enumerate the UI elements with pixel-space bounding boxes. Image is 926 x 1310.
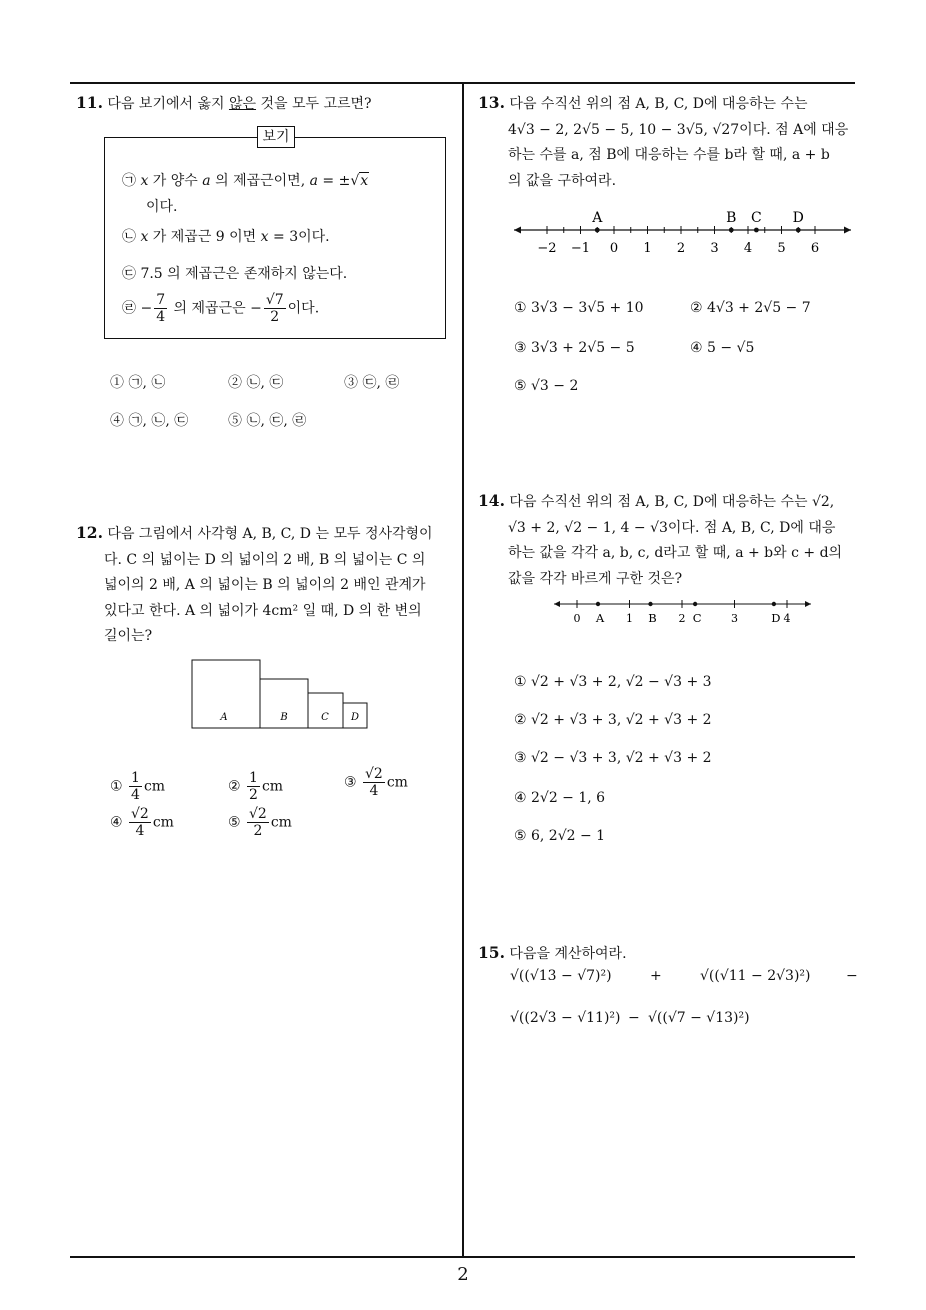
q12-choice-4-mark: ④ — [110, 814, 123, 831]
point-label-c: C — [751, 210, 762, 226]
fraction-num: √2 — [131, 806, 149, 822]
fraction — [247, 770, 260, 803]
q13-line-2: 4√3 − 2, 2√5 − 5, 10 − 3√5, √27이다. 점 A에 대응 — [508, 121, 849, 138]
fraction-den: 2 — [270, 309, 280, 325]
var-x: x — [260, 229, 269, 245]
tick-label: 4 — [783, 612, 791, 625]
square-a-label: A — [220, 712, 228, 723]
fraction — [129, 806, 151, 839]
tick-label: 1 — [643, 241, 652, 256]
q12-question — [76, 520, 456, 650]
q13-choice-4[interactable]: ④ 5 − √5 — [690, 340, 755, 356]
q11-question — [76, 90, 456, 118]
q11-item-1-t2: 의 제곱근이면, — [210, 173, 310, 189]
q15-text: 다음을 계산하여라. — [509, 946, 627, 962]
fraction — [154, 292, 167, 325]
q13-question — [478, 90, 863, 194]
q12-choice-3[interactable] — [344, 766, 408, 799]
q14-choice-2[interactable]: ② √2 + √3 + 3, √2 + √3 + 2 — [514, 712, 712, 728]
fraction-num: √7 — [265, 292, 284, 308]
q13-choice-5[interactable]: ⑤ √3 − 2 — [514, 378, 579, 394]
fraction — [264, 292, 286, 325]
arrow-left-icon — [514, 227, 521, 234]
bottom-rule — [70, 1256, 855, 1258]
tick-label: 5 — [777, 241, 786, 256]
point-b — [729, 228, 734, 233]
q15-expr-3: √((2√3 − √11)²) — [510, 1010, 621, 1026]
q11-item-3-text: 7.5 의 제곱근은 존재하지 않는다. — [140, 266, 348, 282]
point-label-d: D — [771, 611, 781, 625]
point-label-a: A — [592, 210, 603, 226]
q11-item-3-mark: ㉢ — [122, 266, 136, 282]
radical-sign — [350, 173, 359, 189]
q11-text-underlined: 않은 — [228, 96, 257, 112]
q12-line-4: 있다고 한다. A 의 넓이가 4cm² 일 때, D 의 한 변의 — [104, 602, 422, 619]
q15-question — [478, 940, 863, 968]
q13-number: 13. — [478, 93, 505, 112]
point-d — [772, 602, 776, 606]
var-x: x — [140, 229, 149, 245]
q11-text-b: 것을 모두 고르면? — [256, 96, 372, 112]
q13-line-3: 하는 수를 a, 점 B에 대응하는 수를 b라 할 때, a + b — [508, 147, 830, 163]
q11-choice-4[interactable]: ④ ㉠, ㉡, ㉢ — [110, 413, 189, 429]
point-label-d: D — [792, 210, 804, 226]
page-number: 2 — [457, 1264, 469, 1285]
q15-plus: + — [650, 968, 662, 984]
tick-label: −2 — [537, 241, 557, 256]
point-c — [693, 602, 697, 606]
tick-label: 1 — [626, 612, 633, 625]
q12-line-5: 길이는? — [104, 628, 153, 644]
q11-item-1-mark: ㉠ — [122, 173, 136, 189]
q12-line-2: 다. C 의 넓이는 D 의 넓이의 2 배, B 의 넓이는 C 의 — [104, 551, 426, 568]
q13-choice-1[interactable]: ① 3√3 − 3√5 + 10 — [514, 300, 644, 316]
q11-number: 11. — [76, 93, 103, 112]
q12-line-1: 다음 그림에서 사각형 A, B, C, D 는 모두 정사각형이 — [107, 526, 433, 542]
tick-label: 3 — [731, 612, 738, 625]
fraction-num: √2 — [365, 766, 383, 782]
point-label-b: B — [648, 611, 657, 625]
unit-cm: cm — [386, 774, 408, 791]
point-d — [796, 228, 801, 233]
var-a: a — [202, 173, 211, 189]
square-c-label: C — [321, 712, 329, 723]
fraction-num: 1 — [131, 770, 140, 786]
q12-choice-2[interactable] — [228, 770, 283, 803]
q11-choice-1[interactable]: ① ㉠, ㉡ — [110, 375, 166, 391]
q12-choice-1[interactable] — [110, 770, 165, 803]
q12-number: 12. — [76, 523, 103, 542]
q11-item-3 — [122, 263, 347, 283]
q15-expr-2: √((√11 − 2√3)²) — [700, 968, 811, 984]
fraction-den: 4 — [135, 823, 145, 839]
q14-line-2: √3 + 2, √2 − 1, 4 − √3이다. 점 A, B, C, D에 대응 — [508, 519, 836, 536]
q14-line-1: 다음 수직선 위의 점 A, B, C, D에 대응하는 수는 √2, — [509, 494, 835, 510]
unit-cm: cm — [143, 778, 166, 795]
q11-item-4-minus: − — [140, 300, 153, 317]
fraction-den: 2 — [253, 823, 263, 839]
fraction-num: √2 — [249, 806, 267, 822]
q11-item-1-t1: 가 양수 — [148, 173, 203, 189]
q14-choice-4[interactable]: ④ 2√2 − 1, 6 — [514, 790, 606, 806]
fraction-den: 4 — [369, 783, 379, 799]
q14-choice-5[interactable]: ⑤ 6, 2√2 − 1 — [514, 828, 606, 844]
q11-bogi-label: 보기 — [257, 126, 295, 148]
q14-line-3: 하는 값을 각각 a, b, c, d라고 할 때, a + b와 c + d의 — [508, 545, 843, 561]
q11-choice-2[interactable]: ② ㉡, ㉢ — [228, 375, 284, 391]
tick-label: 3 — [710, 241, 719, 256]
q11-item-2-text: 가 제곱근 9 이면 — [148, 229, 261, 245]
arrow-left-icon — [554, 601, 560, 607]
fraction-num: 1 — [249, 770, 258, 786]
q13-line-1: 다음 수직선 위의 점 A, B, C, D에 대응하는 수는 — [509, 96, 808, 112]
var-x: x — [140, 173, 149, 189]
tick-label: 2 — [676, 241, 686, 256]
q12-choice-5-mark: ⑤ — [228, 814, 241, 831]
tick-label: 4 — [743, 241, 753, 256]
point-a — [596, 602, 600, 606]
unit-cm: cm — [152, 814, 174, 831]
tick-label: 2 — [678, 612, 686, 625]
unit-cm: cm — [261, 778, 284, 795]
q12-line-3: 넓이의 2 배, A 의 넓이는 B 의 넓이의 2 배인 관계가 — [104, 577, 426, 593]
q14-choice-1[interactable]: ① √2 + √3 + 2, √2 − √3 + 3 — [514, 674, 712, 690]
fraction-den: 4 — [156, 309, 166, 325]
arrow-right-icon — [805, 601, 811, 607]
q12-choice-4[interactable] — [110, 806, 174, 839]
q12-choice-2-mark: ② — [228, 778, 241, 795]
q14-choice-3[interactable]: ③ √2 − √3 + 3, √2 + √3 + 2 — [514, 750, 712, 766]
q11-item-2-tail: = 3이다. — [268, 229, 330, 245]
point-label-a: A — [595, 611, 605, 625]
fraction-den: 2 — [249, 787, 258, 803]
point-label-b: B — [726, 210, 737, 226]
column-divider — [462, 82, 464, 1257]
q11-item-4-mid: 의 제곱근은 − — [169, 300, 262, 317]
fraction — [129, 770, 142, 803]
q15-expr-1: √((√13 − √7)²) — [510, 968, 612, 984]
q11-item-2 — [122, 226, 330, 246]
q11-item-4-mark: ㉣ — [122, 300, 136, 317]
q11-item-1-line2: 이다. — [146, 199, 178, 215]
q14-number-line — [550, 594, 815, 630]
point-c — [754, 228, 759, 233]
square-d-label: D — [350, 712, 360, 723]
q14-question — [478, 488, 863, 592]
fraction — [247, 806, 269, 839]
q11-item-1 — [122, 170, 369, 190]
q12-squares-figure — [190, 658, 370, 730]
q15-minus-2: − — [628, 1010, 640, 1026]
point-b — [648, 602, 652, 606]
tick-label: 0 — [573, 612, 581, 625]
q14-line-4: 값을 각각 바르게 구한 것은? — [508, 570, 683, 587]
q15-number: 15. — [478, 943, 505, 962]
tick-label: 0 — [609, 241, 619, 256]
q13-choice-2[interactable]: ② 4√3 + 2√5 − 7 — [690, 300, 811, 316]
fraction-num: 7 — [156, 292, 166, 308]
q11-item-2-mark: ㉡ — [122, 229, 136, 245]
square-b-label: B — [280, 712, 288, 723]
var-x: x — [360, 173, 369, 189]
unit-cm: cm — [270, 814, 292, 831]
arrow-right-icon — [844, 227, 851, 234]
q11-text-a: 다음 보기에서 옳지 — [107, 96, 229, 112]
q15-expr-4: √((√7 − √13)²) — [648, 1010, 750, 1026]
q14-number: 14. — [478, 491, 505, 510]
point-a — [595, 228, 600, 233]
q11-choice-3[interactable]: ③ ㉢, ㉣ — [344, 375, 400, 391]
fraction — [363, 766, 385, 799]
q12-choice-3-mark: ③ — [344, 774, 357, 791]
q12-choice-5[interactable] — [228, 806, 292, 839]
q11-item-4 — [122, 292, 319, 325]
var-a: a — [309, 173, 318, 189]
point-label-c: C — [692, 611, 702, 625]
q13-line-4: 의 값을 구하여라. — [508, 172, 617, 189]
q11-choice-5[interactable]: ⑤ ㉡, ㉢, ㉣ — [228, 413, 307, 429]
q15-minus: − — [846, 968, 858, 984]
tick-label: 6 — [810, 241, 820, 256]
q11-item-1-t3: = ± — [317, 173, 351, 189]
q13-choice-3[interactable]: ③ 3√3 + 2√5 − 5 — [514, 340, 635, 356]
fraction-den: 4 — [131, 787, 140, 803]
q11-item-4-tail: 이다. — [287, 300, 320, 317]
tick-label: −1 — [570, 241, 591, 256]
q13-number-line — [510, 202, 855, 262]
q12-choice-1-mark: ① — [110, 778, 123, 795]
